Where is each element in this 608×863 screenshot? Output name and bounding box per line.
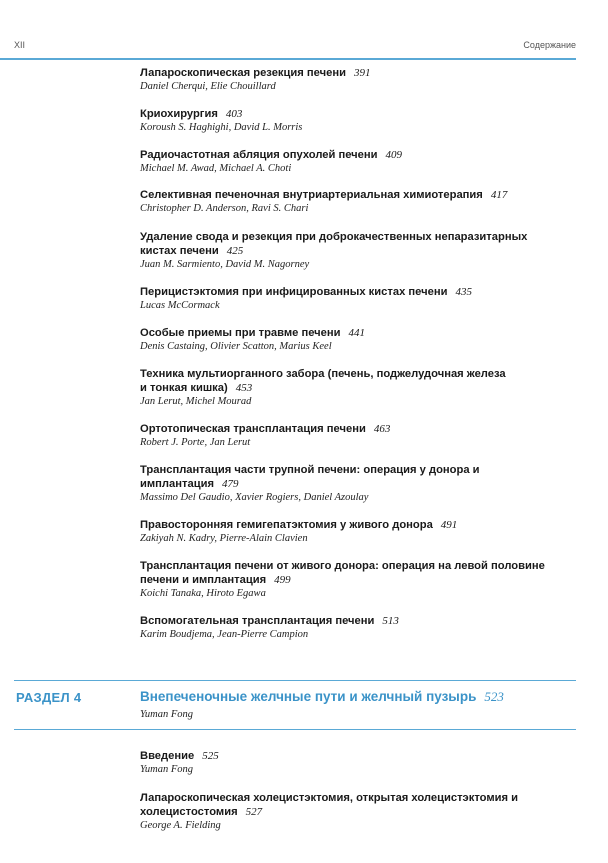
toc-entry[interactable] <box>140 749 560 776</box>
entry-authors: Michael M. Awad, Michael A. Choti <box>140 163 292 174</box>
entry-page: 463 <box>373 423 391 435</box>
toc-entry[interactable] <box>140 188 560 215</box>
toc-entry[interactable] <box>140 107 560 134</box>
toc-entry[interactable] <box>140 230 560 271</box>
entry-title: Техника мультиорганного забора (печень, поджелудочная железа и тонкая кишка) 453 <box>140 368 506 394</box>
entry-title: Лапароскопическая резекция печени 391 <box>140 67 371 79</box>
entry-page: 453 <box>235 382 253 394</box>
page-number: XII <box>14 40 26 50</box>
entry-title: Удаление свода и резекция при доброкачественных непаразитарных кистах печени 425 <box>140 231 528 257</box>
entry-authors: Massimo Del Gaudio, Xavier Rogiers, Daniel Azoulay <box>140 492 369 503</box>
entry-page: 417 <box>490 189 508 201</box>
entry-page: 435 <box>455 286 472 298</box>
toc-entry[interactable] <box>140 518 560 545</box>
entry-title: Селективная печеночная внутриартериальная химиотерапия 417 <box>140 189 508 201</box>
entry-title: Правосторонняя гемигепатэктомия у живого донора 491 <box>140 519 458 531</box>
toc-entry[interactable] <box>140 463 560 504</box>
section-author: Yuman Fong <box>140 709 193 720</box>
toc-entry[interactable] <box>140 326 560 353</box>
entry-page: 527 <box>245 806 263 818</box>
entry-title: Лапароскопическая холецистэктомия, открытая холецистэктомия и холецистостомия 527 <box>140 792 519 818</box>
entry-authors: Daniel Cherqui, Elie Chouillard <box>140 81 276 92</box>
page-header <box>14 40 576 54</box>
entry-authors: Juan M. Sarmiento, David M. Nagorney <box>140 259 310 270</box>
entry-authors: Koichi Tanaka, Hiroto Egawa <box>140 588 266 599</box>
header-rule <box>0 58 576 60</box>
entry-page: 391 <box>353 67 371 79</box>
toc-entry[interactable] <box>140 367 560 408</box>
entry-title: Ортотопическая трансплантация печени 463 <box>140 423 391 435</box>
entry-page: 513 <box>382 615 399 627</box>
entry-authors: Denis Castaing, Olivier Scatton, Marius Keel <box>140 341 332 352</box>
entry-title: Криохирургия 403 <box>140 108 243 120</box>
entry-authors: Yuman Fong <box>140 764 193 775</box>
entry-title: Перицистэктомия при инфицированных кистах печени 435 <box>140 286 472 298</box>
section-rule-top <box>14 680 576 681</box>
toc-entry[interactable] <box>140 285 560 312</box>
entry-page: 403 <box>225 108 243 120</box>
entry-title: Введение 525 <box>140 750 219 762</box>
entry-authors: Karim Boudjema, Jean-Pierre Campion <box>140 629 309 640</box>
entry-authors: Zakiyah N. Kadry, Pierre-Alain Clavien <box>140 533 308 544</box>
entry-title: Радиочастотная абляция опухолей печени 409 <box>140 149 403 161</box>
entry-page: 441 <box>348 327 366 339</box>
entry-title: Вспомогательная трансплантация печени 513 <box>140 615 399 627</box>
entry-page: 491 <box>440 519 458 531</box>
entry-authors: Koroush S. Haghighi, David L. Morris <box>140 122 303 133</box>
section-rule-bottom <box>14 729 576 730</box>
toc-entry[interactable] <box>140 422 560 449</box>
section-label: РАЗДЕЛ 4 <box>16 690 82 705</box>
entry-title: Трансплантация печени от живого донора: операция на левой половине печени и имплантация 499 <box>140 560 545 586</box>
running-head: Содержание <box>523 40 576 50</box>
entry-page: 425 <box>226 245 244 257</box>
toc-entry[interactable] <box>140 614 560 641</box>
entry-page: 499 <box>274 574 291 586</box>
entry-authors: George A. Fielding <box>140 820 221 831</box>
entry-authors: Jan Lerut, Michel Mourad <box>140 396 252 407</box>
entry-authors: Lucas McCormack <box>140 300 220 311</box>
section-page: 523 <box>484 689 504 704</box>
entry-authors: Robert J. Porte, Jan Lerut <box>140 437 251 448</box>
toc-entry[interactable] <box>140 148 560 175</box>
entry-title: Особые приемы при травме печени 441 <box>140 327 366 339</box>
entry-authors: Christopher D. Anderson, Ravi S. Chari <box>140 203 309 214</box>
toc-entry[interactable] <box>140 66 560 93</box>
entry-title: Трансплантация части трупной печени: операция у донора и имплантация 479 <box>140 464 480 490</box>
entry-page: 479 <box>221 478 239 490</box>
entry-page: 525 <box>202 750 219 762</box>
entry-page: 409 <box>385 149 403 161</box>
section-title[interactable]: Внепеченочные желчные пути и желчный пузырь 523 <box>140 689 504 704</box>
toc-entry[interactable] <box>140 559 560 600</box>
toc-entry[interactable] <box>140 791 560 832</box>
